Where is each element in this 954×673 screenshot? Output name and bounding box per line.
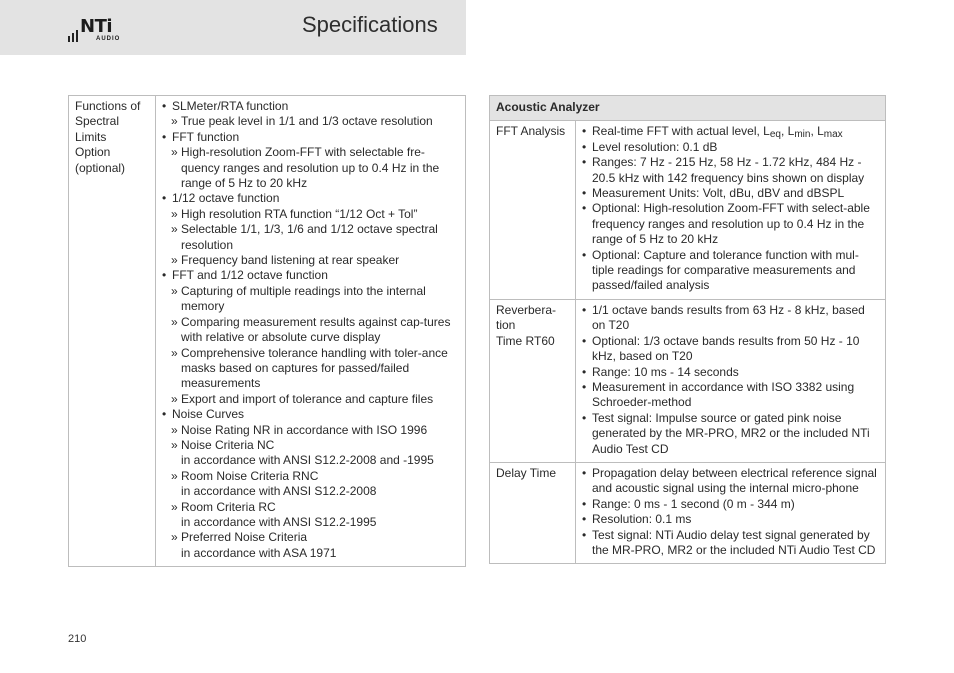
list-item: • Level resolution: 0.1 dB: [582, 140, 879, 155]
sub-list-item: » Capturing of multiple readings into the internal memory: [162, 284, 459, 315]
delay-time-list: [582, 466, 879, 558]
fft-analysis-list: [582, 124, 879, 293]
label-line: Reverbera-: [496, 302, 557, 317]
sub-list-item: » Noise Rating NR in accordance with ISO 1996: [162, 423, 459, 438]
nti-audio-logo: [68, 18, 128, 44]
logo-text: NTi: [80, 16, 113, 37]
sub-list-item: » True peak level in 1/1 and 1/3 octave resolution: [162, 114, 459, 129]
list-item: • FFT and 1/12 octave function: [162, 268, 459, 283]
list-item: • FFT function: [162, 130, 459, 145]
label-line: Spectral: [75, 114, 120, 129]
logo-bars-icon: [68, 24, 80, 42]
label-line: Option: [75, 145, 111, 160]
row-label-delay-time: Delay Time: [490, 462, 576, 563]
list-item: • Noise Curves: [162, 407, 459, 422]
reverberation-content: [576, 299, 886, 462]
logo-subtext: AUDIO: [96, 36, 121, 42]
sub-list-item: » High-resolution Zoom-FFT with selectable fre-quency ranges and resolution up to 0.4 Hz in the range of 5 Hz to 20 kHz: [162, 145, 459, 191]
reverberation-list: [582, 303, 879, 457]
sub-list-item: » Frequency band listening at rear speaker: [162, 253, 459, 268]
page-header: [0, 0, 466, 55]
list-item: • Range: 0 ms - 1 second (0 m - 344 m): [582, 497, 879, 512]
list-item: • Optional: Capture and tolerance function with mul-tiple readings for comparative measurements and passed/failed analysis: [582, 248, 879, 294]
page-title: Specifications: [302, 12, 438, 37]
row-label-spectral-limits: [69, 96, 156, 567]
list-item: • Real-time FFT with actual level, $L_{eq}$, $L_{min}$, $L_{max}$: [582, 124, 879, 139]
table-heading: Acoustic Analyzer: [490, 96, 886, 121]
sub-list-item: » Comparing measurement results against cap-tures with relative or absolute curve display: [162, 315, 459, 346]
list-item: • Ranges: 7 Hz - 215 Hz, 58 Hz - 1.72 kHz, 484 Hz - 20.5 kHz with 142 frequency bins shown on display: [582, 155, 879, 186]
page-number: 210: [68, 633, 87, 645]
sub-list-item: » Export and import of tolerance and capture files: [162, 392, 459, 407]
list-item: • 1/1 octave bands results from 63 Hz - 8 kHz, based on T20: [582, 303, 879, 334]
spectral-limits-table: [68, 95, 466, 567]
sub-list-item: » Noise Criteria NC in accordance with ANSI S12.2-2008 and -1995: [162, 438, 459, 469]
label-line: tion: [496, 318, 516, 333]
sub-list-item: » High resolution RTA function “1/12 Oct + Tol”: [162, 207, 459, 222]
list-item: • 1/12 octave function: [162, 191, 459, 206]
list-item: • Optional: High-resolution Zoom-FFT with select-able frequency ranges and resolution up to 0.4 Hz in the range of 5 Hz to 20 kHz: [582, 201, 879, 247]
acoustic-analyzer-table: [489, 95, 886, 564]
label-line: Functions of: [75, 99, 141, 113]
list-item: • Optional: 1/3 octave bands results from 50 Hz - 10 kHz, based on T20: [582, 334, 879, 365]
list-item: • SLMeter/RTA function: [162, 99, 459, 114]
sub-list-item: » Comprehensive tolerance handling with toler-ance masks based on captures for passed/failed measurements: [162, 346, 459, 392]
list-item: • Measurement Units: Volt, dBu, dBV and dBSPL: [582, 186, 879, 201]
fft-analysis-content: [576, 121, 886, 299]
sub-list-item: » Room Criteria RC in accordance with ANSI S12.2-1995: [162, 500, 459, 531]
list-item: • Resolution: 0.1 ms: [582, 512, 879, 527]
list-item: • Test signal: NTi Audio delay test signal generated by the MR-PRO, MR2 or the included NTi Audio Test CD: [582, 528, 879, 559]
row-label-fft-analysis: FFT Analysis: [490, 121, 576, 299]
list-item: • Range: 10 ms - 14 seconds: [582, 365, 879, 380]
spectral-limits-list: [162, 99, 459, 561]
delay-time-content: [576, 462, 886, 563]
label-line: Time RT60: [496, 333, 555, 348]
list-item: • Measurement in accordance with ISO 3382 using Schroeder-method: [582, 380, 879, 411]
label-line: Limits: [75, 129, 107, 144]
row-label-reverberation-time: [490, 299, 576, 462]
list-item: • Propagation delay between electrical reference signal and acoustic signal using the internal micro-phone: [582, 466, 879, 497]
label-line: (optional): [75, 160, 126, 175]
list-item: • Test signal: Impulse source or gated pink noise generated by the MR-PRO, MR2 or the included NTi Audio Test CD: [582, 411, 879, 457]
sub-list-item: » Preferred Noise Criteria in accordance with ASA 1971: [162, 530, 459, 561]
spectral-limits-content: [156, 96, 466, 567]
sub-list-item: » Selectable 1/1, 1/3, 1/6 and 1/12 octave spectral resolution: [162, 222, 459, 253]
sub-list-item: » Room Noise Criteria RNC in accordance with ANSI S12.2-2008: [162, 469, 459, 500]
